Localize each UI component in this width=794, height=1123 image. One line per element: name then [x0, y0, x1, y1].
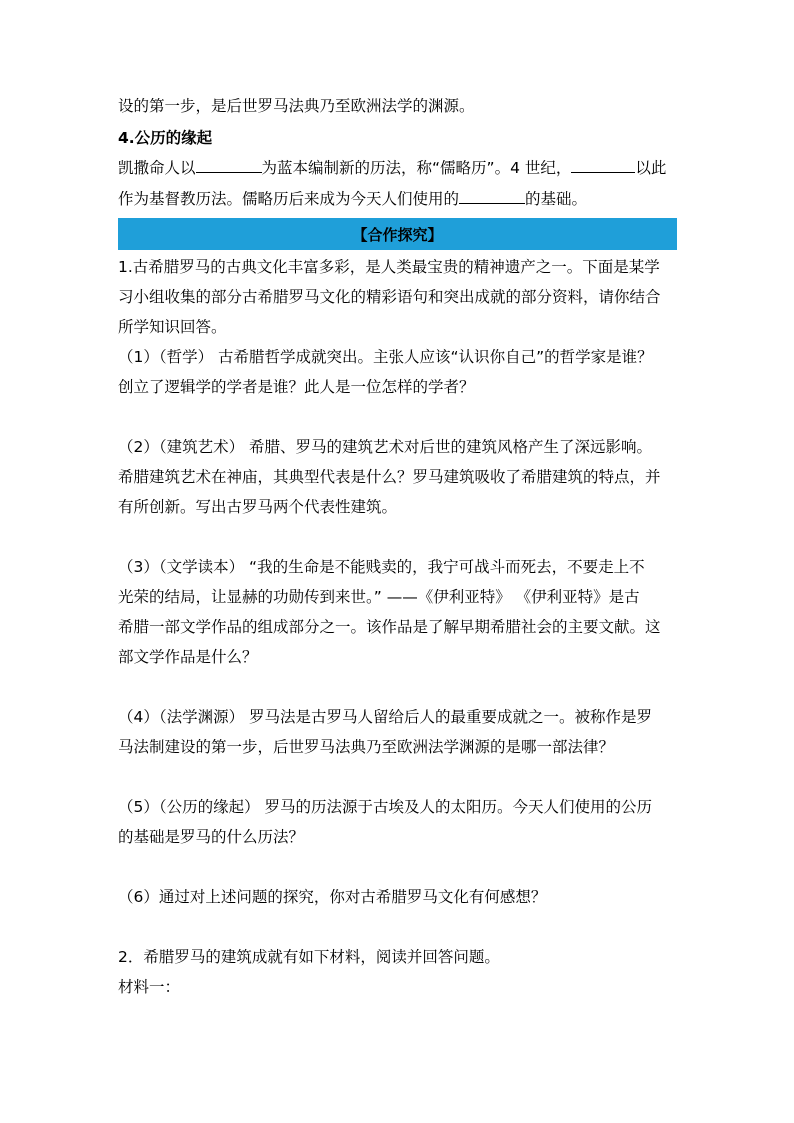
calendar-text-1b: 为蓝本编制新的历法，称“儒略历”。4 世纪， [261, 159, 572, 177]
q1-intro-line-3: 所学知识回答。 [118, 318, 227, 336]
q1-part1-line-1: （1）（哲学） 古希腊哲学成就突出。主张人应该“认识你自己”的哲学家是谁？ [118, 348, 653, 366]
law-section-tail: 设的第一步，是后世罗马法典乃至欧洲法学的渊源。 [118, 97, 475, 115]
q1-part1-line-2: 创立了逻辑学的学者是谁？此人是一位怎样的学者？ [118, 378, 475, 396]
answer-blank-3[interactable] [459, 189, 525, 204]
calendar-line-2 [118, 189, 587, 209]
answer-blank-2[interactable] [571, 158, 635, 173]
answer-blank-1[interactable] [196, 158, 262, 173]
q1-part2-line-2: 希腊建筑艺术在神庙，其典型代表是什么？罗马建筑吸收了希腊建筑的特点，并 [118, 468, 661, 486]
calendar-text-2a: 作为基督教历法。儒略历后来成为今天人们使用的 [118, 190, 460, 208]
q1-intro-line-2: 习小组收集的部分古希腊罗马文化的精彩语句和突出成就的部分资料，请你结合 [118, 288, 661, 306]
q1-part2-line-3: 有所创新。写出古罗马两个代表性建筑。 [118, 498, 398, 516]
calendar-text-1a: 凯撒命人以 [118, 159, 196, 177]
q1-part3-line-2: 光荣的结局，让显赫的功勋传到来世。” ——《伊利亚特》 《伊利亚特》是古 [118, 588, 640, 606]
calendar-text-1c: 以此 [635, 159, 667, 177]
cooperative-inquiry-banner [118, 218, 677, 250]
q1-part4-line-2: 马法制建设的第一步，后世罗马法典乃至欧洲法学渊源的是哪一部法律？ [118, 738, 615, 756]
calendar-text-2b: 的基础。 [525, 190, 588, 208]
q1-part5-line-1: （5）（公历的缘起） 罗马的历法源于古埃及人的太阳历。今天人们使用的公历 [118, 798, 653, 816]
q1-part2-line-1: （2）（建筑艺术） 希腊、罗马的建筑艺术对后世的建筑风格产生了深远影响。 [118, 438, 653, 456]
q1-part3-line-1: （3）（文学读本） “我的生命是不能贱卖的，我宁可战斗而死去，不要走上不 [118, 558, 645, 576]
q2-material-label: 材料一： [118, 978, 181, 996]
q1-intro-line-1: 1.古希腊罗马的古典文化丰富多彩，是人类最宝贵的精神遗产之一。下面是某学 [118, 258, 660, 276]
q1-part3-line-3: 希腊一部文学作品的组成部分之一。该作品是了解早期希腊社会的主要文献。这 [118, 618, 661, 636]
q1-part6-line-1: （6）通过对上述问题的探究，你对古希腊罗马文化有何感想？ [118, 888, 547, 906]
banner-label: 【合作探究】 [352, 226, 443, 244]
q1-part4-line-1: （4）（法学渊源） 罗马法是古罗马人留给后人的最重要成就之一。被称作是罗 [118, 708, 653, 726]
q1-part3-line-4: 部文学作品是什么？ [118, 648, 258, 666]
q2-intro: 2．希腊罗马的建筑成就有如下材料，阅读并回答问题。 [118, 948, 500, 966]
calendar-heading: 4.公历的缘起 [118, 129, 213, 147]
q1-part5-line-2: 的基础是罗马的什么历法？ [118, 828, 305, 846]
calendar-line-1 [118, 158, 666, 178]
